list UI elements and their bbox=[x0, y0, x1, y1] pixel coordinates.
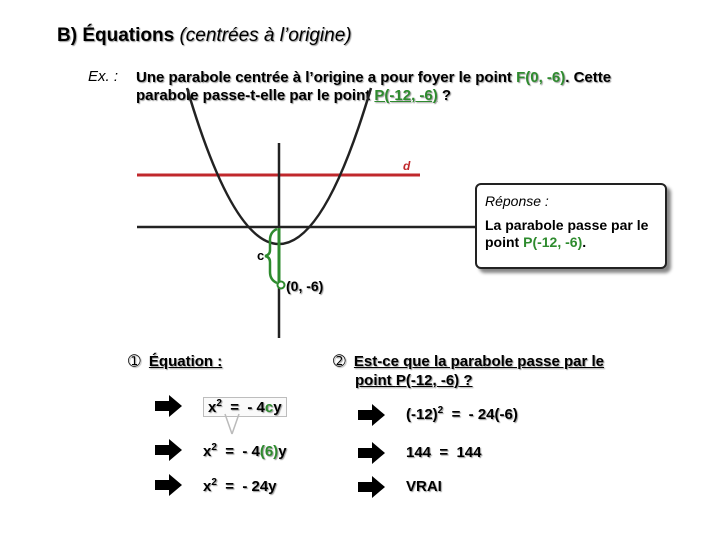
c-label: c bbox=[257, 248, 265, 263]
point-p-text: P(-12, -6) bbox=[374, 87, 438, 104]
focus-point bbox=[278, 282, 285, 289]
section-1-number: ➀ bbox=[128, 353, 141, 370]
answer-text: La parabole passe par le point P(-12, -6). bbox=[485, 217, 649, 250]
arrow-icon bbox=[358, 442, 386, 464]
answer-title: Réponse : bbox=[485, 193, 549, 209]
c-brace bbox=[265, 229, 277, 283]
equation-left-3: $x^2$ = - 24y bbox=[203, 477, 277, 495]
substitution-arrow-icon bbox=[222, 413, 242, 435]
section-2-title: Est-ce que la parabole passe par le bbox=[353, 353, 605, 370]
problem-line-1: Une parabole centrée à l’origine a pour foyer le point F(0, -6). Cette bbox=[136, 69, 612, 86]
section-2-point: P(-12, -6) bbox=[395, 372, 460, 389]
section-1-title: Équation : bbox=[148, 353, 223, 370]
equation-right-1: $(-12)^2$ = - 24(-6) bbox=[406, 405, 518, 423]
answer-point: P(-12, -6) bbox=[523, 234, 583, 250]
arrow-icon bbox=[155, 395, 183, 417]
focus-label: (0, -6) bbox=[286, 278, 324, 294]
equation-right-3: VRAI bbox=[406, 478, 442, 495]
title-sub: (centrées à l’origine) bbox=[179, 25, 352, 46]
equation-left-2: $x^2$ = - 4(6)y bbox=[203, 442, 287, 460]
arrow-icon bbox=[358, 404, 386, 426]
title-main: B) Équations bbox=[57, 25, 175, 46]
arrow-icon bbox=[358, 476, 386, 498]
arrow-icon bbox=[155, 474, 183, 496]
section-2-number: ➁ bbox=[333, 353, 346, 370]
section-2-heading-line-2: point P(-12, -6) ? bbox=[355, 372, 473, 389]
equation-left-1: $x^2$ = - 4cy bbox=[203, 397, 287, 417]
answer-box bbox=[475, 183, 667, 269]
problem-line-2: parabole passe-t-elle par le point P(-12, -6) ? bbox=[136, 87, 452, 104]
section-1-heading bbox=[128, 352, 222, 370]
focus-point-text: F(0, -6) bbox=[516, 69, 566, 86]
directrix-label: d bbox=[403, 159, 411, 173]
equation-right-2: 144 = 144 bbox=[406, 444, 482, 461]
example-label: Ex. : bbox=[88, 68, 119, 85]
arrow-icon bbox=[155, 439, 183, 461]
section-2-heading bbox=[333, 352, 604, 372]
